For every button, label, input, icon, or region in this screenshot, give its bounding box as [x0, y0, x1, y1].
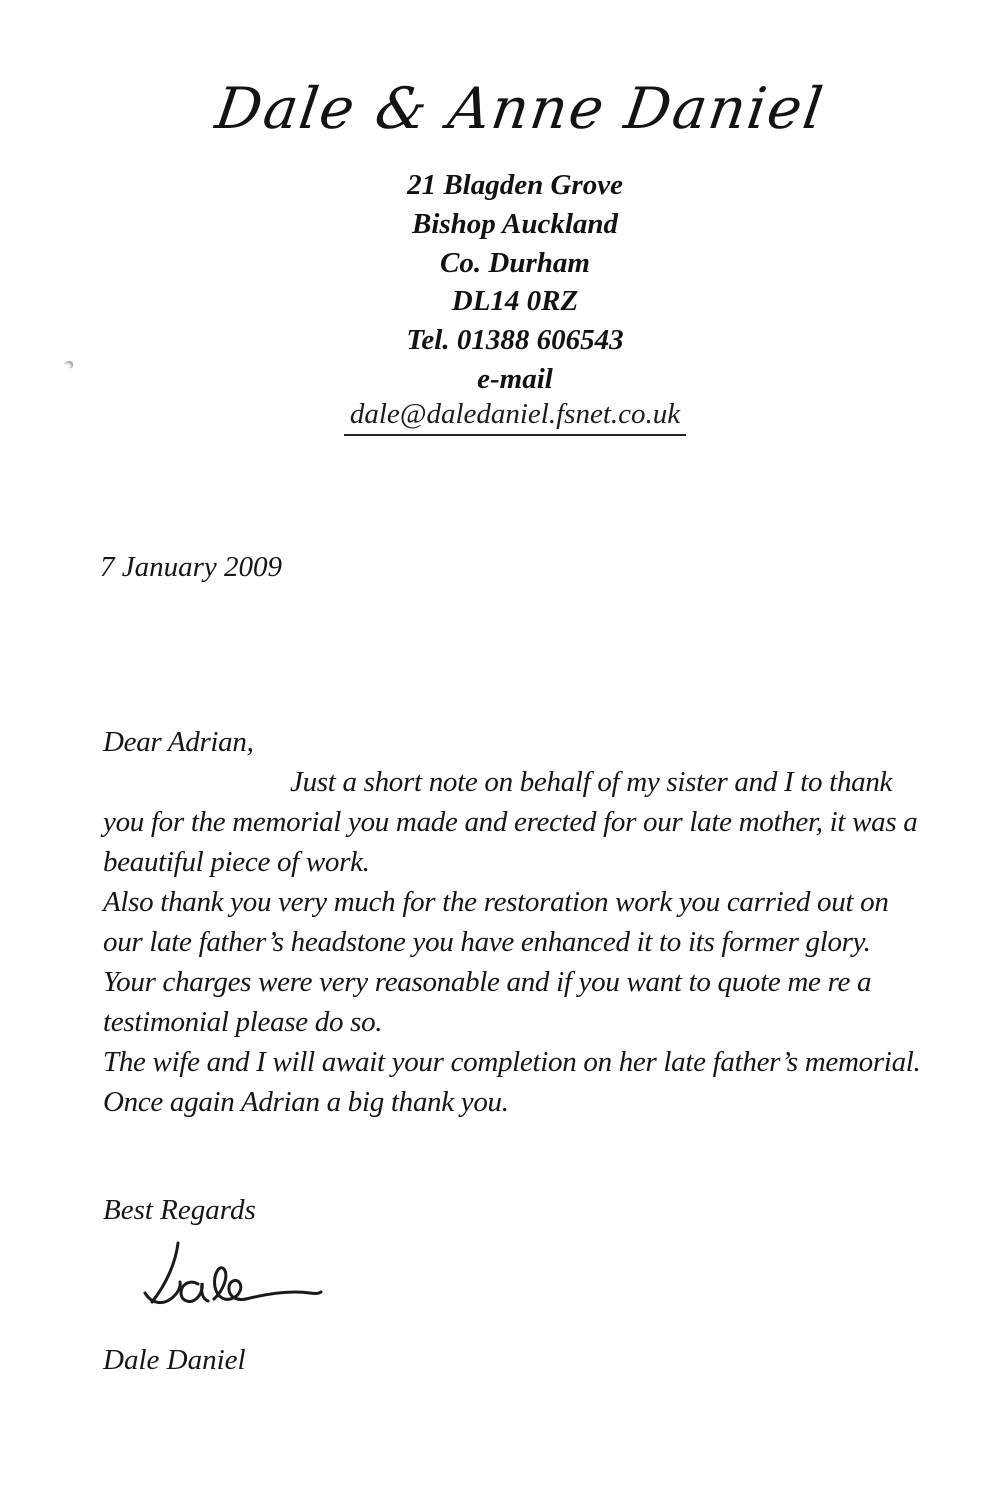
- address-line-town: Bishop Auckland: [411, 207, 619, 240]
- body-line: our late father’s headstone you have enhanced it to its former glory.: [103, 926, 871, 958]
- typed-name: Dale Daniel: [103, 1344, 246, 1376]
- letter-body: [103, 722, 980, 1122]
- body-line: you for the memorial you made and erected for our late mother, it was a: [103, 806, 918, 838]
- address-line-telephone: Tel. 01388 606543: [406, 324, 624, 357]
- body-line: Once again Adrian a big thank you.: [103, 1086, 509, 1118]
- body-line: Just a short note on behalf of my sister and I to thank: [290, 766, 893, 798]
- body-line: testimonial please do so.: [103, 1006, 383, 1038]
- scan-artifact-speck: [64, 361, 73, 369]
- address-line-postcode: DL14 0RZ: [451, 285, 579, 318]
- handwritten-signature: [138, 1238, 324, 1314]
- date-line: 7 January 2009: [100, 551, 283, 583]
- body-line: Your charges were very reasonable and if you want to quote me re a: [103, 966, 872, 998]
- letterhead-address-block: [30, 166, 1000, 399]
- body-line: Also thank you very much for the restoration work you carried out on: [103, 886, 889, 918]
- letterhead-script-name: Dale & Anne Daniel: [211, 76, 829, 142]
- email-address: dale@daledaniel.fsnet.co.uk: [344, 398, 686, 436]
- body-line: The wife and I will await your completion on her late father’s memorial.: [103, 1046, 921, 1078]
- address-line-street: 21 Blagden Grove: [407, 169, 623, 201]
- address-line-email-label: e-mail: [477, 362, 553, 395]
- body-line: beautiful piece of work.: [103, 846, 370, 878]
- address-line-county: Co. Durham: [440, 246, 590, 279]
- email-address-row: [30, 398, 1000, 436]
- valediction: Best Regards: [103, 1194, 256, 1226]
- salutation: Dear Adrian,: [103, 726, 254, 758]
